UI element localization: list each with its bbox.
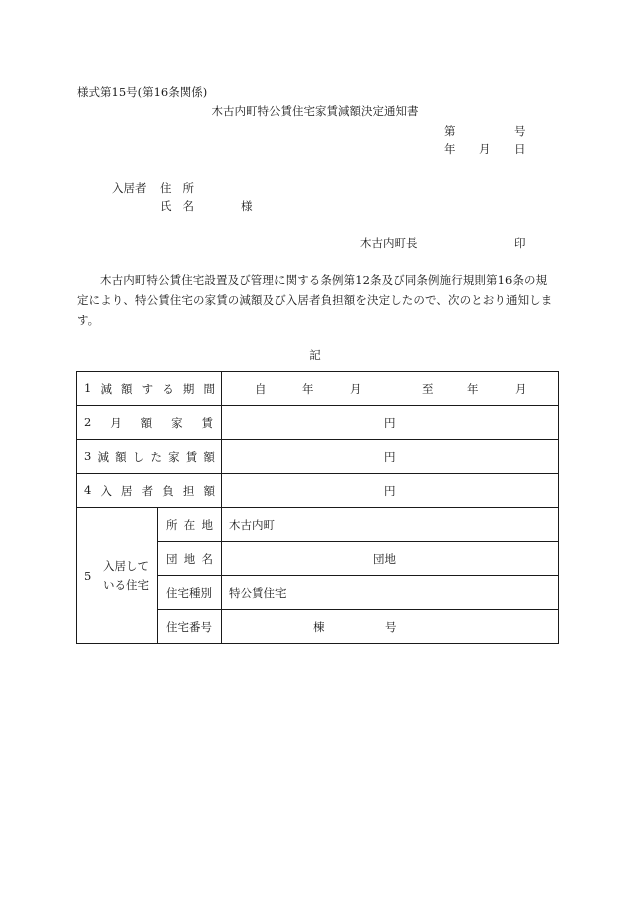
period-value: 自 年 月 至 年 月 (222, 372, 559, 406)
period-label: 1 減 額 す る 期 間 (77, 372, 222, 406)
table-row (77, 508, 559, 542)
form-number: 様式第15号(第16条関係) (77, 85, 208, 99)
resident-burden-label: 4 入 居 者 負 担 額 (77, 474, 222, 508)
table-row (77, 474, 559, 508)
resident-label: 入居者 (112, 181, 147, 195)
number-dai: 第 (444, 124, 456, 138)
details-table (76, 371, 559, 644)
document-title: 木古内町特公賃住宅家賃減額決定通知書 (211, 104, 419, 118)
table-row (77, 406, 559, 440)
body-text: 木古内町特公賃住宅設置及び管理に関する条例第12条及び同条例施行規則第16条の規定により、特公賃住宅の家賃の減額及び入居者負担額を決定したので、次のとおり通知します。 (77, 273, 553, 327)
location-value: 木古内町 (222, 508, 559, 542)
table-row (77, 440, 559, 474)
housing-label: 5 入居して いる住宅 (77, 508, 158, 644)
monthly-rent-value: 円 (222, 406, 559, 440)
number-go: 号 (514, 124, 526, 138)
date-day: 日 (514, 142, 526, 156)
complex-name-label: 団 地 名 (158, 542, 222, 576)
housing-type-label: 住宅種別 (158, 576, 222, 610)
resident-burden-value: 円 (222, 474, 559, 508)
ki-heading: 記 (309, 348, 321, 362)
reduced-rent-value: 円 (222, 440, 559, 474)
table-row (77, 372, 559, 406)
housing-type-value: 特公賃住宅 (222, 576, 559, 610)
reduced-rent-label: 3 減 額 し た 家 賃 額 (77, 440, 222, 474)
complex-name-value: 団地 (222, 542, 559, 576)
date-year: 年 (444, 142, 456, 156)
date-month: 月 (479, 142, 491, 156)
housing-number-value: 棟 号 (222, 610, 559, 644)
housing-number-label: 住宅番号 (158, 610, 222, 644)
mayor-title: 木古内町長 (360, 236, 418, 250)
location-label: 所 在 地 (158, 508, 222, 542)
name-label: 氏 名 (160, 199, 194, 213)
honorific: 様 (241, 199, 253, 213)
address-label: 住 所 (160, 181, 194, 195)
seal-mark: 印 (514, 236, 526, 250)
monthly-rent-label: 2 月 額 家 賃 (77, 406, 222, 440)
